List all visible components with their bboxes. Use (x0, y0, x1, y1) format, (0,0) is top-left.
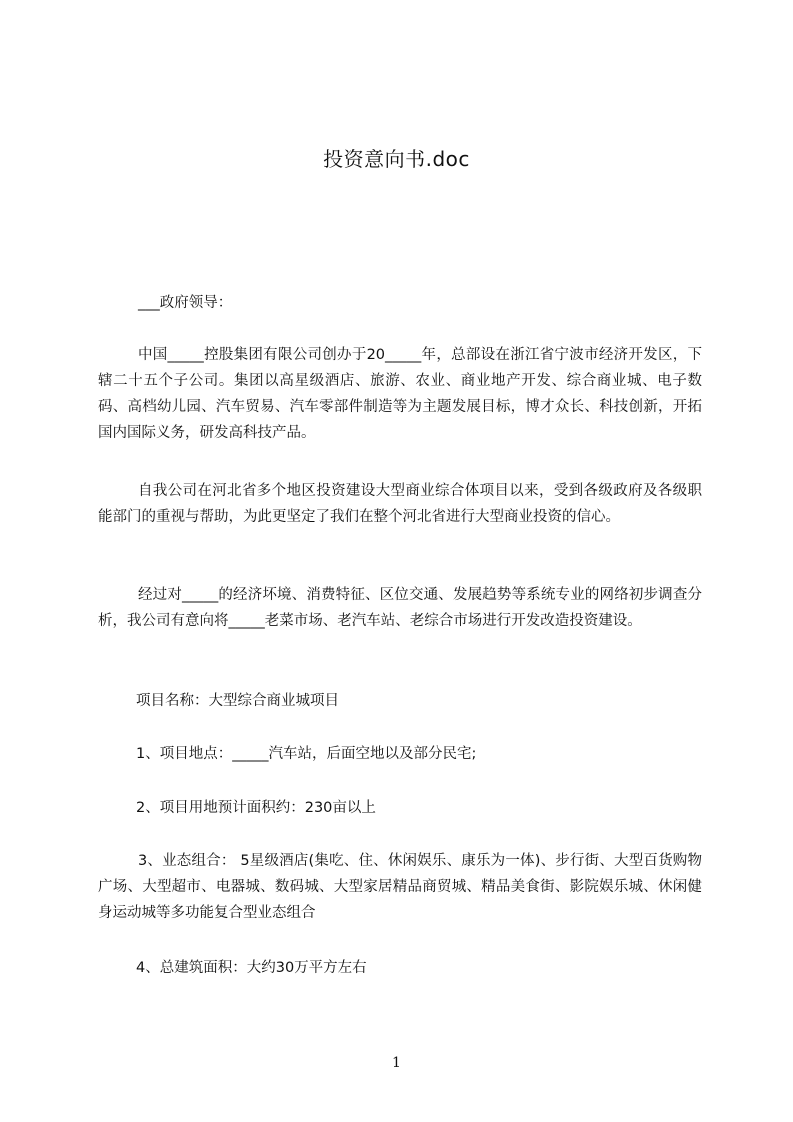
paragraph-intro: 中国_____控股集团有限公司创办于20_____年，总部设在浙江省宁波市经济开发区，下辖二十五个子公司。集团以高星级酒店、旅游、农业、商业地产开发、综合商业城、电子数码、高档幼儿园、汽车贸易、汽车零部件制造等为主题发展目标，博才众长、科技创新，开拓国内国际义务，研发高科技产品。 (98, 347, 702, 441)
paragraph-intent: 经过对_____的经济坏境、消费特征、区位交通、发展趋势等系统专业的网络初步调查分析，我公司有意向将_____老菜市场、老汽车站、老综合市场进行开发改造投资建设。 (98, 587, 702, 629)
salutation: ___政府领导： (138, 295, 233, 311)
list-item-land-area: 2、项目用地预计面积约：230亩以上 (136, 800, 376, 816)
project-name: 项目名称：大型综合商业城项目 (136, 693, 339, 709)
list-item-business-mix: 3、业态组合： 5星级酒店(集吃、住、休闲娱乐、康乐为一体)、步行街、大型百货购物广场、大型超市、电器城、数码城、大型家居精品商贸城、精品美食街、影院娱乐城、休闲健身运动城等多功能复合型业态组合 (98, 853, 702, 921)
list-item-floor-area: 4、总建筑面积：大约30万平方左右 (136, 960, 367, 976)
list-item-location: 1、项目地点：_____汽车站，后面空地以及部分民宅; (136, 746, 477, 762)
page-number: 1 (392, 1055, 401, 1071)
document-title: 投资意向书.doc (323, 147, 470, 171)
paragraph-background: 自我公司在河北省多个地区投资建设大型商业综合体项目以来，受到各级政府及各级职能部门的重视与帮助，为此更坚定了我们在整个河北省进行大型商业投资的信心。 (98, 483, 702, 525)
